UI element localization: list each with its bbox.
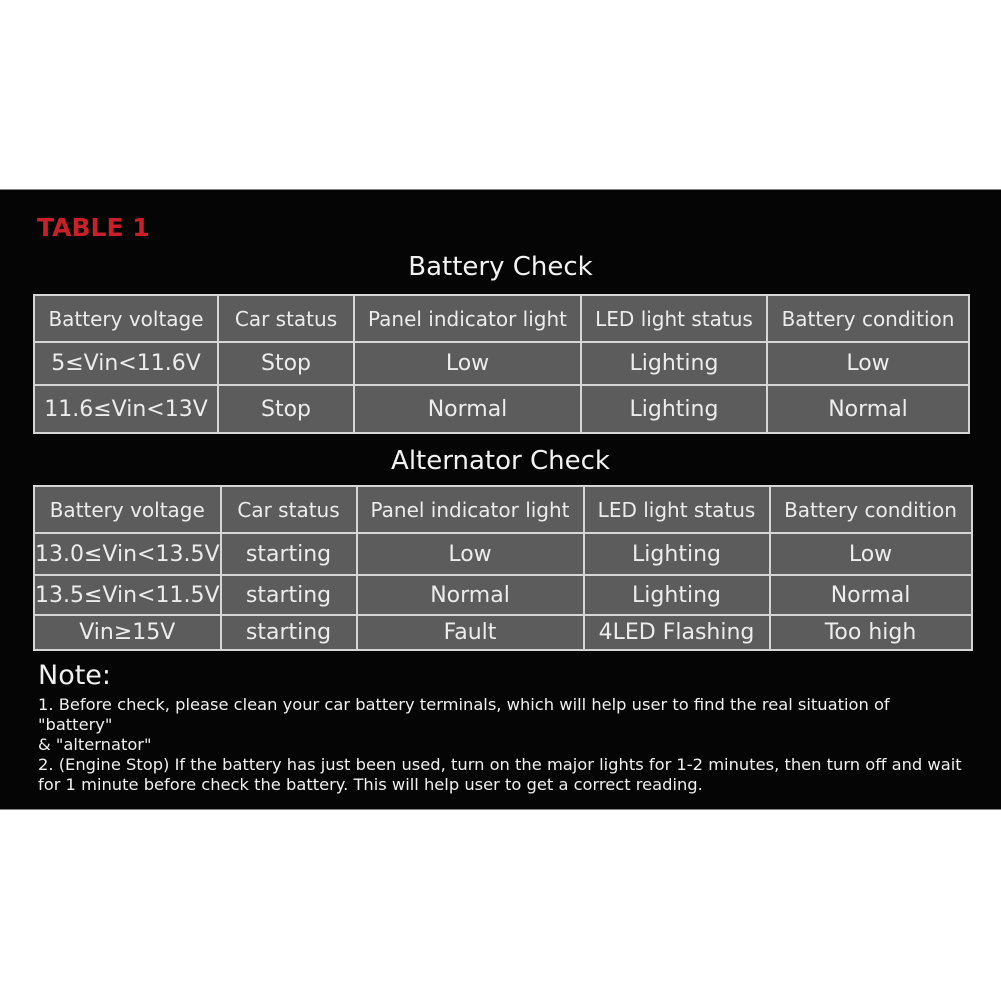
table-cell: Normal [354,385,581,433]
table-cell: Lighting [584,533,770,575]
note-line: for 1 minute before check the battery. This will help user to get a correct reading. [38,775,703,794]
table-row [34,342,969,385]
table-cell: Normal [767,385,969,433]
table-cell: Stop [218,385,354,433]
header-cell: LED light status [584,486,770,533]
table-cell: Lighting [584,575,770,615]
alternator-check-table [33,485,973,651]
table-header-row [34,295,969,342]
table-cell: 4LED Flashing [584,615,770,650]
header-cell: Panel indicator light [357,486,584,533]
header-cell: Car status [218,295,354,342]
table-row [34,385,969,433]
table-row [34,533,972,575]
table-label: TABLE 1 [37,213,150,242]
table-cell: 13.5≤Vin<11.5V [34,575,221,615]
table-cell: starting [221,533,357,575]
table-row [34,575,972,615]
table-row [34,615,972,650]
table-cell: starting [221,575,357,615]
header-cell: LED light status [581,295,767,342]
table-cell: Low [354,342,581,385]
table-cell: Fault [357,615,584,650]
note-line: 2. (Engine Stop) If the battery has just been used, turn on the major lights for 1-2 minutes, then turn off and wait [38,755,962,774]
table-cell: starting [221,615,357,650]
notes-section [38,660,968,795]
table-cell: Normal [357,575,584,615]
header-cell: Panel indicator light [354,295,581,342]
table-cell: Low [357,533,584,575]
table-cell: Low [770,533,972,575]
table-cell: Too high [770,615,972,650]
table-cell: Normal [770,575,972,615]
table-header-row [34,486,972,533]
table-cell: Low [767,342,969,385]
notes-title: Note: [38,660,112,691]
table-cell: Vin≥15V [34,615,221,650]
table-cell: 11.6≤Vin<13V [34,385,218,433]
battery-check-title: Battery Check [408,252,593,282]
table-cell: Lighting [581,385,767,433]
battery-check-table [33,294,970,434]
header-cell: Battery voltage [34,295,218,342]
note-line: 1. Before check, please clean your car battery terminals, which will help user to find the real situation of "battery" [38,695,890,734]
note-line: & "alternator" [38,735,152,754]
table-cell: 5≤Vin<11.6V [34,342,218,385]
header-cell: Battery condition [767,295,969,342]
table-cell: Stop [218,342,354,385]
header-cell: Battery voltage [34,486,221,533]
table-cell: Lighting [581,342,767,385]
alternator-check-title: Alternator Check [391,446,610,476]
header-cell: Car status [221,486,357,533]
table-cell: 13.0≤Vin<13.5V [34,533,221,575]
header-cell: Battery condition [770,486,972,533]
